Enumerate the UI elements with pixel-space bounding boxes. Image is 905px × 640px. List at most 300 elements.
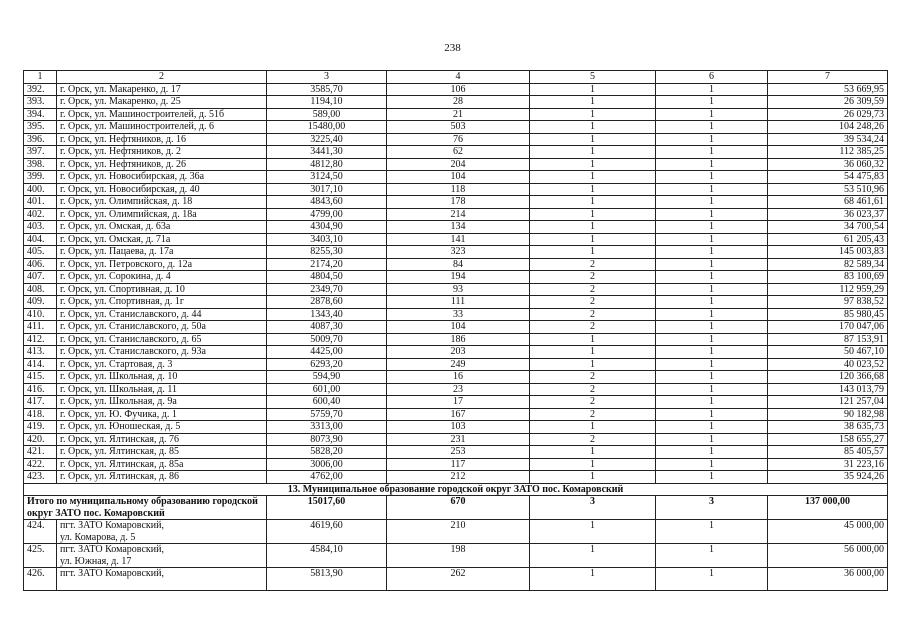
address: г. Орск, ул. Новосибирская, д. 40 [57,183,267,196]
residents: 204 [387,158,530,171]
table-row [24,471,888,484]
total-area: 15017,60 [267,496,387,520]
register-table [23,70,888,591]
residents: 23 [387,383,530,396]
col6-value: 1 [656,246,768,259]
table-row [24,96,888,109]
table-row [24,146,888,159]
address [57,544,267,568]
amount: 31 223,16 [768,458,888,471]
area: 2878,60 [267,296,387,309]
amount: 112 959,29 [768,283,888,296]
table-row [24,520,888,544]
residents: 178 [387,196,530,209]
col6-value: 1 [656,271,768,284]
address: г. Орск, ул. Омская, д. 71а [57,233,267,246]
area: 3441,30 [267,146,387,159]
residents: 214 [387,208,530,221]
address: г. Орск, ул. Станиславского, д. 50а [57,321,267,334]
col5-value: 1 [530,146,656,159]
amount: 85 405,57 [768,446,888,459]
table-row [24,121,888,134]
table-row [24,208,888,221]
col5-value: 1 [530,83,656,96]
residents: 106 [387,83,530,96]
residents: 16 [387,371,530,384]
col5-value: 2 [530,371,656,384]
total-label: Итого по муниципальному образованию городской округ ЗАТО пос. Комаровский [24,496,267,520]
amount: 26 309,59 [768,96,888,109]
address: г. Орск, ул. Станиславского, д. 44 [57,308,267,321]
address-line: пгт. ЗАТО Комаровский, [60,544,164,555]
amount: 90 182,98 [768,408,888,421]
row-number: 401. [24,196,57,209]
table-row [24,544,888,568]
col6-value: 1 [656,433,768,446]
address: г. Орск, ул. Ялтинская, д. 85а [57,458,267,471]
area: 594,90 [267,371,387,384]
row-number: 396. [24,133,57,146]
col5-value: 1 [530,358,656,371]
col6-value: 1 [656,358,768,371]
address: г. Орск, ул. Школьная, д. 10 [57,371,267,384]
residents: 111 [387,296,530,309]
residents: 249 [387,358,530,371]
row-number: 426. [24,568,57,591]
residents: 323 [387,246,530,259]
col5-value: 1 [530,471,656,484]
col6-value: 1 [656,146,768,159]
table-row [24,383,888,396]
col5-value: 2 [530,433,656,446]
address: г. Орск, ул. Омская, д. 63а [57,221,267,234]
table-row [24,158,888,171]
col5-value: 1 [530,121,656,134]
col5-value: 1 [530,171,656,184]
address: г. Орск, ул. Ю. Фучика, д. 1 [57,408,267,421]
address-line: пгт. ЗАТО Комаровский, [60,568,164,579]
amount: 56 000,00 [768,544,888,568]
col5-value: 1 [530,183,656,196]
area: 4304,90 [267,221,387,234]
table-row [24,271,888,284]
column-number-cell: 5 [530,71,656,84]
row-number: 414. [24,358,57,371]
amount: 53 669,95 [768,83,888,96]
col5-value: 1 [530,108,656,121]
address: г. Орск, ул. Станиславского, д. 93а [57,346,267,359]
col5-value: 2 [530,383,656,396]
total-col5: 3 [530,496,656,520]
total-amount: 137 000,00 [768,496,888,520]
address: г. Орск, ул. Ялтинская, д. 76 [57,433,267,446]
column-number-cell: 4 [387,71,530,84]
row-number: 416. [24,383,57,396]
address: г. Орск, ул. Петровского, д. 12а [57,258,267,271]
col5-value: 2 [530,296,656,309]
col5-value: 1 [530,421,656,434]
area: 601,00 [267,383,387,396]
amount: 82 589,34 [768,258,888,271]
row-number: 407. [24,271,57,284]
column-number-cell: 7 [768,71,888,84]
row-number: 405. [24,246,57,259]
area: 4799,00 [267,208,387,221]
amount: 45 000,00 [768,520,888,544]
area: 4619,60 [267,520,387,544]
address [57,568,267,591]
amount: 36 023,37 [768,208,888,221]
col5-value: 2 [530,271,656,284]
column-number-cell: 3 [267,71,387,84]
residents: 134 [387,221,530,234]
area: 8073,90 [267,433,387,446]
col6-value: 1 [656,171,768,184]
amount: 83 100,69 [768,271,888,284]
col6-value: 1 [656,458,768,471]
residents: 167 [387,408,530,421]
address: г. Орск, ул. Нефтяников, д. 2 [57,146,267,159]
table-row [24,408,888,421]
col6-value: 1 [656,83,768,96]
amount: 120 366,68 [768,371,888,384]
address: г. Орск, ул. Сорокина, д. 4 [57,271,267,284]
row-number: 399. [24,171,57,184]
area: 1343,40 [267,308,387,321]
col5-value: 2 [530,396,656,409]
total-residents: 670 [387,496,530,520]
row-number: 410. [24,308,57,321]
row-number: 408. [24,283,57,296]
residents: 76 [387,133,530,146]
area: 5813,90 [267,568,387,591]
address: г. Орск, ул. Макаренко, д. 17 [57,83,267,96]
col5-value: 1 [530,346,656,359]
residents: 186 [387,333,530,346]
col5-value: 2 [530,408,656,421]
row-number: 404. [24,233,57,246]
row-number: 424. [24,520,57,544]
amount: 38 635,73 [768,421,888,434]
area: 4584,10 [267,544,387,568]
table-row [24,171,888,184]
row-number: 413. [24,346,57,359]
amount: 104 248,26 [768,121,888,134]
table-row [24,133,888,146]
area: 5828,20 [267,446,387,459]
col6-value: 1 [656,408,768,421]
column-number-row [24,71,888,84]
amount: 61 205,43 [768,233,888,246]
col6-value: 1 [656,158,768,171]
amount: 87 153,91 [768,333,888,346]
col5-value: 2 [530,283,656,296]
table-row [24,283,888,296]
row-number: 392. [24,83,57,96]
row-number: 395. [24,121,57,134]
address: г. Орск, ул. Школьная, д. 11 [57,383,267,396]
page-number: 238 [444,42,461,54]
col6-value: 1 [656,333,768,346]
col5-value: 1 [530,458,656,471]
col5-value: 1 [530,333,656,346]
residents: 210 [387,520,530,544]
col6-value: 1 [656,196,768,209]
amount: 50 467,10 [768,346,888,359]
amount: 170 047,06 [768,321,888,334]
col6-value: 1 [656,346,768,359]
area: 3313,00 [267,421,387,434]
col6-value: 1 [656,446,768,459]
column-number-cell: 2 [57,71,267,84]
col6-value: 1 [656,396,768,409]
residents: 503 [387,121,530,134]
residents: 33 [387,308,530,321]
amount: 121 257,04 [768,396,888,409]
address: г. Орск, ул. Нефтяников, д. 26 [57,158,267,171]
table-row [24,196,888,209]
amount: 85 980,45 [768,308,888,321]
residents: 103 [387,421,530,434]
table-row [24,358,888,371]
area: 5009,70 [267,333,387,346]
row-number: 400. [24,183,57,196]
col5-value: 2 [530,258,656,271]
col5-value: 1 [530,221,656,234]
row-number: 394. [24,108,57,121]
table-row [24,333,888,346]
area: 600,40 [267,396,387,409]
amount: 40 023,52 [768,358,888,371]
row-number: 398. [24,158,57,171]
amount: 158 655,27 [768,433,888,446]
table-row [24,108,888,121]
address: г. Орск, ул. Стартовая, д. 3 [57,358,267,371]
table-row [24,396,888,409]
table-row [24,371,888,384]
section-title: 13. Муниципальное образование городской округ ЗАТО пос. Комаровский [24,483,888,496]
table-row [24,296,888,309]
area: 6293,20 [267,358,387,371]
area: 3403,10 [267,233,387,246]
table-row [24,246,888,259]
amount: 97 838,52 [768,296,888,309]
col5-value: 1 [530,246,656,259]
amount: 112 385,25 [768,146,888,159]
row-number: 417. [24,396,57,409]
address: г. Орск, ул. Юношеская, д. 5 [57,421,267,434]
table-row [24,458,888,471]
address: г. Орск, ул. Нефтяников, д. 16 [57,133,267,146]
area: 2349,70 [267,283,387,296]
residents: 21 [387,108,530,121]
area: 2174,20 [267,258,387,271]
address-line: ул. Южная, д. 17 [60,555,132,567]
residents: 17 [387,396,530,409]
col5-value: 1 [530,208,656,221]
col6-value: 1 [656,308,768,321]
residents: 231 [387,433,530,446]
amount: 26 029,73 [768,108,888,121]
col5-value: 1 [530,133,656,146]
row-number: 425. [24,544,57,568]
table-row [24,308,888,321]
amount: 36 060,32 [768,158,888,171]
residents: 262 [387,568,530,591]
area: 4425,00 [267,346,387,359]
amount: 36 000,00 [768,568,888,591]
col6-value: 1 [656,520,768,544]
col5-value: 1 [530,544,656,568]
table-row [24,346,888,359]
col6-value: 1 [656,568,768,591]
col6-value: 1 [656,371,768,384]
row-number: 422. [24,458,57,471]
table-row [24,183,888,196]
col5-value: 1 [530,158,656,171]
residents: 253 [387,446,530,459]
residents: 117 [387,458,530,471]
col5-value: 1 [530,568,656,591]
col6-value: 1 [656,258,768,271]
amount: 35 924,26 [768,471,888,484]
address: г. Орск, ул. Олимпийская, д. 18 [57,196,267,209]
col6-value: 1 [656,208,768,221]
row-number: 402. [24,208,57,221]
area: 3006,00 [267,458,387,471]
col5-value: 1 [530,96,656,109]
col6-value: 1 [656,321,768,334]
col5-value: 2 [530,308,656,321]
table-row [24,568,888,591]
address: г. Орск, ул. Новосибирская, д. 36а [57,171,267,184]
area: 4804,50 [267,271,387,284]
amount: 68 461,61 [768,196,888,209]
address: г. Орск, ул. Ялтинская, д. 85 [57,446,267,459]
address: г. Орск, ул. Станиславского, д. 65 [57,333,267,346]
amount: 39 534,24 [768,133,888,146]
area: 3017,10 [267,183,387,196]
table-row [24,421,888,434]
row-number: 415. [24,371,57,384]
row-number: 406. [24,258,57,271]
area: 3225,40 [267,133,387,146]
residents: 118 [387,183,530,196]
row-number: 423. [24,471,57,484]
area: 4843,60 [267,196,387,209]
residents: 198 [387,544,530,568]
col6-value: 1 [656,96,768,109]
row-number: 418. [24,408,57,421]
residents: 84 [387,258,530,271]
address: г. Орск, ул. Пацаева, д. 17а [57,246,267,259]
col6-value: 1 [656,121,768,134]
table-row [24,433,888,446]
address: г. Орск, ул. Ялтинская, д. 86 [57,471,267,484]
col5-value: 2 [530,321,656,334]
col6-value: 1 [656,183,768,196]
row-number: 419. [24,421,57,434]
residents: 104 [387,171,530,184]
table-row [24,233,888,246]
col6-value: 1 [656,283,768,296]
residents: 28 [387,96,530,109]
col6-value: 1 [656,233,768,246]
row-number: 409. [24,296,57,309]
amount: 54 475,83 [768,171,888,184]
area: 3124,50 [267,171,387,184]
residents: 212 [387,471,530,484]
col5-value: 1 [530,233,656,246]
row-number: 420. [24,433,57,446]
address: г. Орск, ул. Макаренко, д. 25 [57,96,267,109]
total-row [24,496,888,520]
address-line: пгт. ЗАТО Комаровский, [60,520,164,531]
amount: 53 510,96 [768,183,888,196]
area: 3585,70 [267,83,387,96]
table-row [24,321,888,334]
area: 589,00 [267,108,387,121]
address-line: ул. Комарова, д. 5 [60,531,136,543]
col6-value: 1 [656,383,768,396]
col5-value: 1 [530,196,656,209]
area: 4812,80 [267,158,387,171]
area: 15480,00 [267,121,387,134]
column-number-cell: 6 [656,71,768,84]
row-number: 421. [24,446,57,459]
address [57,520,267,544]
column-number-cell: 1 [24,71,57,84]
address: г. Орск, ул. Спортивная, д. 10 [57,283,267,296]
col6-value: 1 [656,133,768,146]
col6-value: 1 [656,544,768,568]
col6-value: 1 [656,421,768,434]
table-row [24,446,888,459]
address: г. Орск, ул. Спортивная, д. 1г [57,296,267,309]
area: 4087,30 [267,321,387,334]
amount: 34 700,54 [768,221,888,234]
area: 8255,30 [267,246,387,259]
row-number: 411. [24,321,57,334]
address: г. Орск, ул. Олимпийская, д. 18а [57,208,267,221]
row-number: 403. [24,221,57,234]
address: г. Орск, ул. Машиностроителей, д. 51б [57,108,267,121]
col6-value: 1 [656,108,768,121]
table-row [24,83,888,96]
address: г. Орск, ул. Школьная, д. 9а [57,396,267,409]
row-number: 412. [24,333,57,346]
residents: 203 [387,346,530,359]
col5-value: 1 [530,520,656,544]
address: г. Орск, ул. Машиностроителей, д. 6 [57,121,267,134]
table-row [24,221,888,234]
area: 4762,00 [267,471,387,484]
col6-value: 1 [656,296,768,309]
residents: 93 [387,283,530,296]
row-number: 393. [24,96,57,109]
amount: 145 003,83 [768,246,888,259]
residents: 104 [387,321,530,334]
col6-value: 1 [656,471,768,484]
col5-value: 1 [530,446,656,459]
amount: 143 013,79 [768,383,888,396]
table-row [24,258,888,271]
section-title-row [24,483,888,496]
residents: 194 [387,271,530,284]
total-col6: 3 [656,496,768,520]
row-number: 397. [24,146,57,159]
residents: 62 [387,146,530,159]
